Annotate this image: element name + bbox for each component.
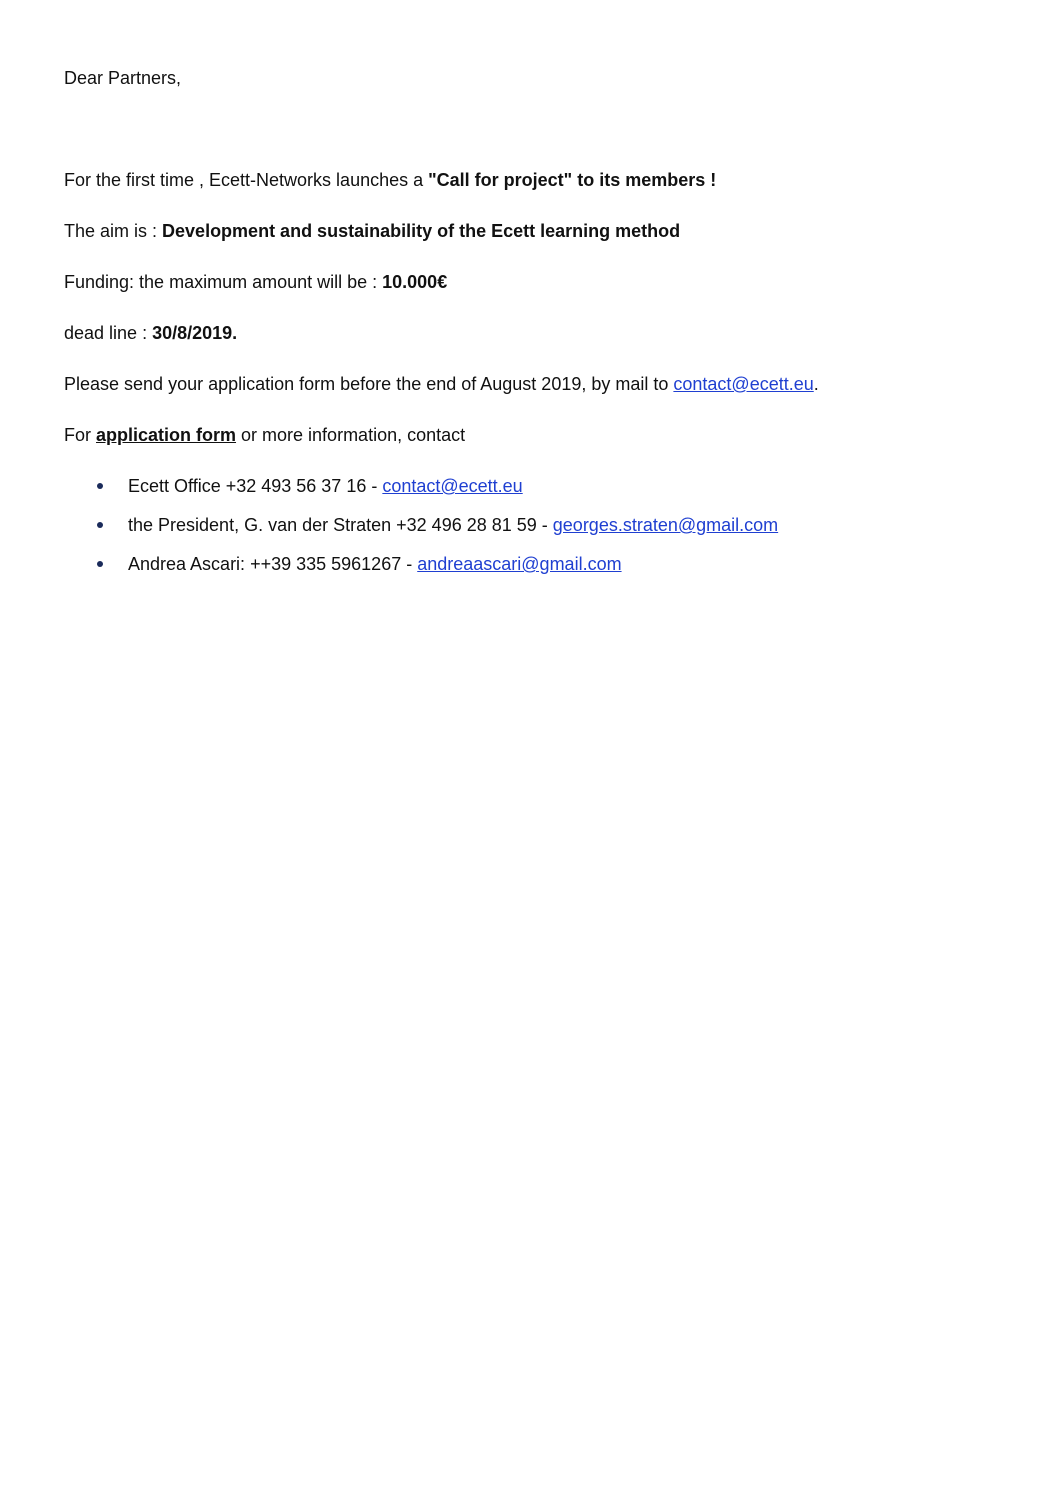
- funding-paragraph: [64, 270, 447, 294]
- bullet-icon: [97, 522, 103, 528]
- greeting: Dear Partners,: [64, 68, 182, 88]
- aim-paragraph: [64, 219, 680, 243]
- info-prefix: For: [64, 425, 97, 445]
- contact-email-link[interactable]: contact@ecett.eu: [673, 374, 814, 394]
- bullet-icon: [97, 561, 103, 567]
- aim-value: Development and sustainability of the Ecett learning method: [162, 221, 681, 241]
- list-item: [128, 513, 778, 537]
- deadline-paragraph: [64, 321, 237, 345]
- funding-amount: 10.000€: [382, 272, 448, 292]
- list-item: [128, 552, 622, 576]
- submission-period: .: [813, 374, 819, 394]
- announcement-text: For the first time , Ecett-Networks launches a: [64, 170, 429, 190]
- aim-label: The aim is :: [64, 221, 163, 241]
- list-item: [128, 474, 523, 498]
- contact-details: the President, G. van der Straten +32 496 28 81 59 -: [128, 515, 553, 535]
- deadline-date: 30/8/2019.: [152, 323, 238, 343]
- deadline-label: dead line :: [64, 323, 153, 343]
- submission-paragraph: [64, 372, 819, 396]
- contact-email-link[interactable]: andreaascari@gmail.com: [417, 554, 622, 574]
- info-paragraph: [64, 423, 465, 447]
- contact-details: Ecett Office +32 493 56 37 16 -: [128, 476, 383, 496]
- announcement-paragraph: [64, 168, 716, 192]
- contact-details: Andrea Ascari: ++39 335 5961267 -: [128, 554, 418, 574]
- submission-text: Please send your application form before the end of August 2019, by mail to: [64, 374, 674, 394]
- announcement-bold: "Call for project" to its members !: [428, 170, 717, 190]
- info-suffix: or more information, contact: [236, 425, 466, 445]
- funding-label: Funding: the maximum amount will be :: [64, 272, 383, 292]
- contact-email-link[interactable]: georges.straten@gmail.com: [552, 515, 779, 535]
- application-form-link[interactable]: application form: [96, 425, 237, 445]
- contact-email-link[interactable]: contact@ecett.eu: [382, 476, 523, 496]
- bullet-icon: [97, 483, 103, 489]
